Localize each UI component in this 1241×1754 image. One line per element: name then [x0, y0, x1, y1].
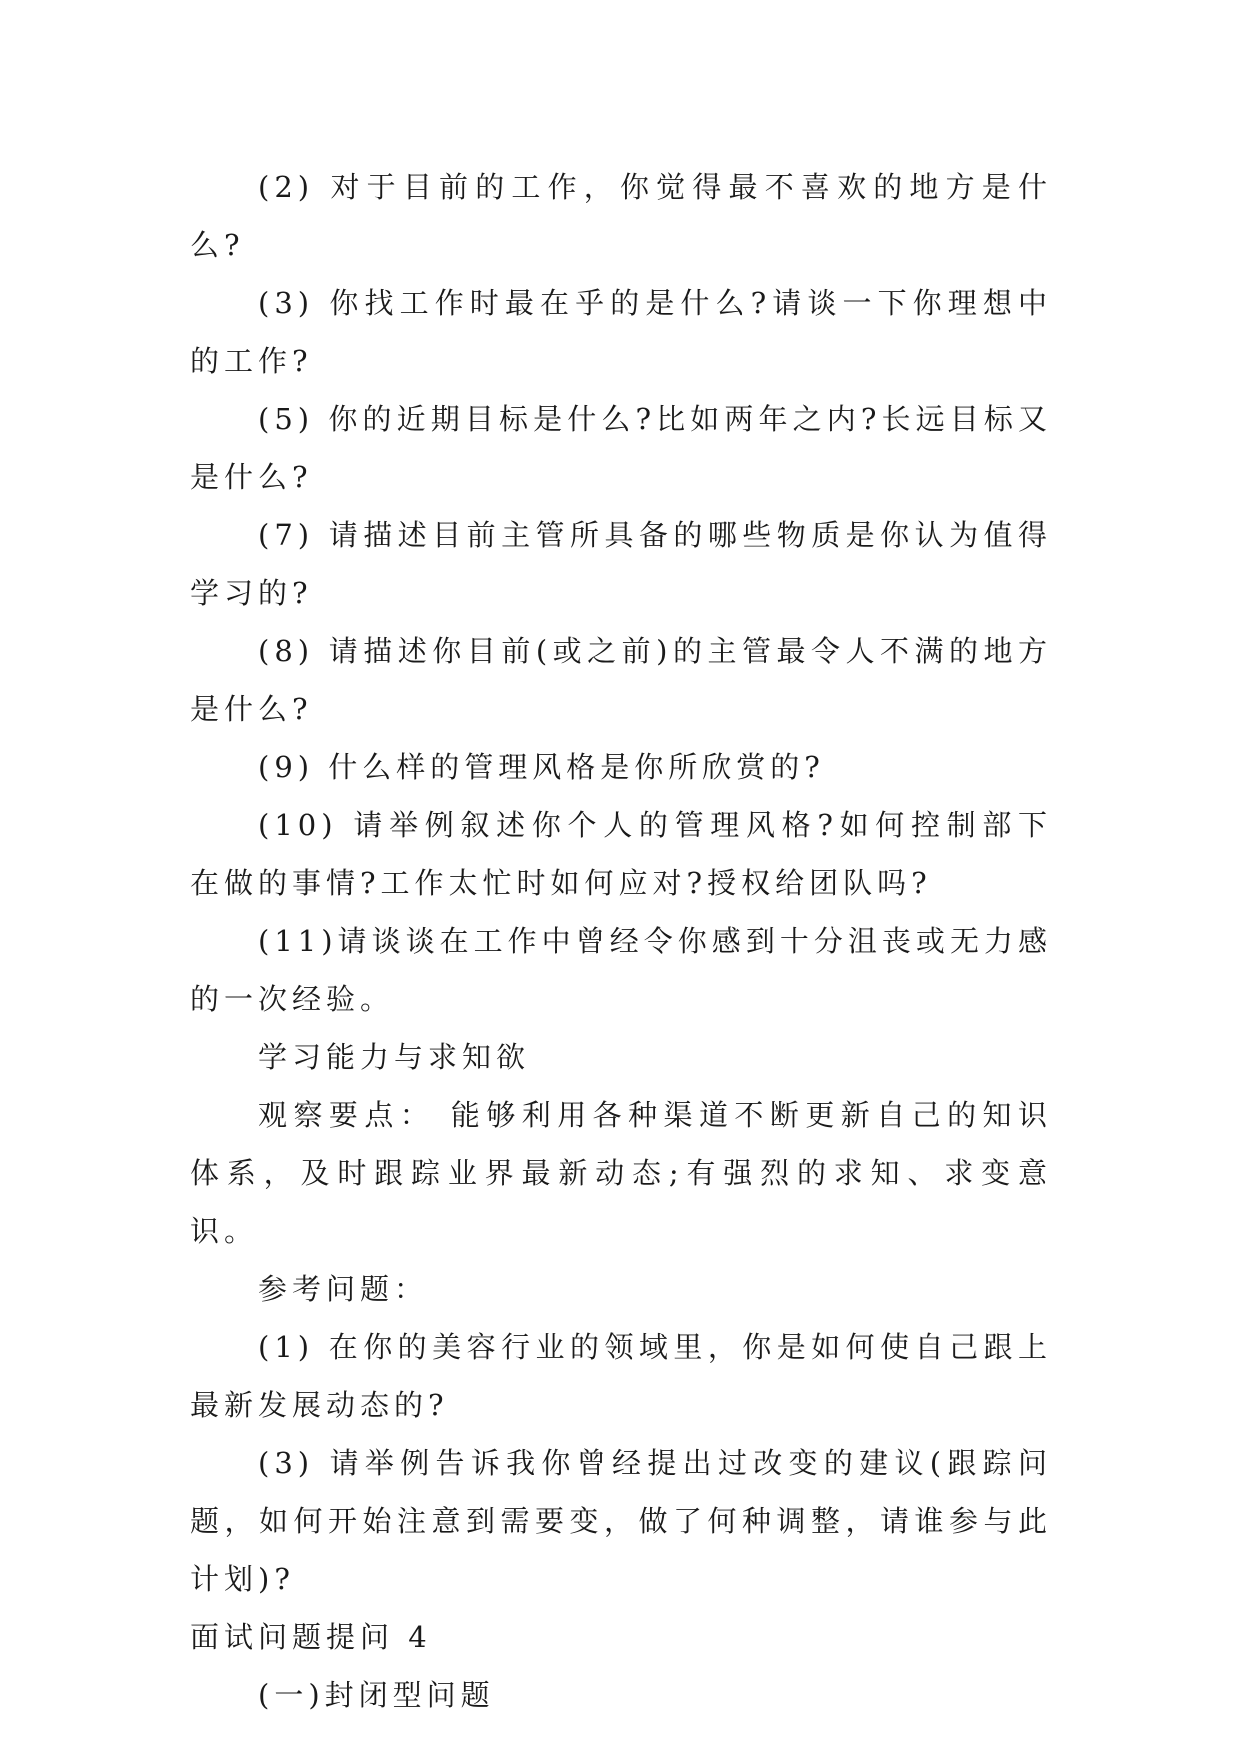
- question-2-paragraph: (2) 对于目前的工作，你觉得最不喜欢的地方是什么?: [190, 170, 1052, 262]
- question-8-paragraph: (8) 请描述你目前(或之前)的主管最令人不满的地方是什么?: [190, 634, 1052, 726]
- question-11-paragraph: (11)请谈谈在工作中曾经令你感到十分沮丧或无力感的一次经验。: [190, 924, 1052, 1016]
- subsection-closed-questions: (一)封闭型问题: [258, 1678, 495, 1712]
- learning-question-3-paragraph: (3) 请举例告诉我你曾经提出过改变的建议(跟踪问题，如何开始注意到需要变，做了何种调整，请谁参与此计划)?: [190, 1446, 1052, 1596]
- observation-points-paragraph: 观察要点： 能够利用各种渠道不断更新自己的知识体系，及时跟踪业界最新动态;有强烈的求知、求变意识。: [190, 1098, 1052, 1248]
- question-9-paragraph: (9) 什么样的管理风格是你所欣赏的?: [258, 750, 825, 784]
- section-heading-learning-ability: 学习能力与求知欲: [258, 1040, 531, 1074]
- question-7-paragraph: (7) 请描述目前主管所具备的哪些物质是你认为值得学习的?: [190, 518, 1052, 610]
- question-10-paragraph: (10) 请举例叙述你个人的管理风格?如何控制部下在做的事情?工作太忙时如何应对?授权给团队吗?: [190, 808, 1052, 900]
- reference-questions-label: 参考问题：: [258, 1272, 429, 1306]
- document-body: [190, 158, 1052, 1724]
- question-3-paragraph: (3) 你找工作时最在乎的是什么?请谈一下你理想中的工作?: [190, 286, 1052, 378]
- question-5-paragraph: (5) 你的近期目标是什么?比如两年之内?长远目标又是什么?: [190, 402, 1052, 494]
- section-title-interview-questions-4: 面试问题提问 4: [190, 1620, 432, 1654]
- learning-question-1-paragraph: (1) 在你的美容行业的领域里，你是如何使自己跟上最新发展动态的?: [190, 1330, 1052, 1422]
